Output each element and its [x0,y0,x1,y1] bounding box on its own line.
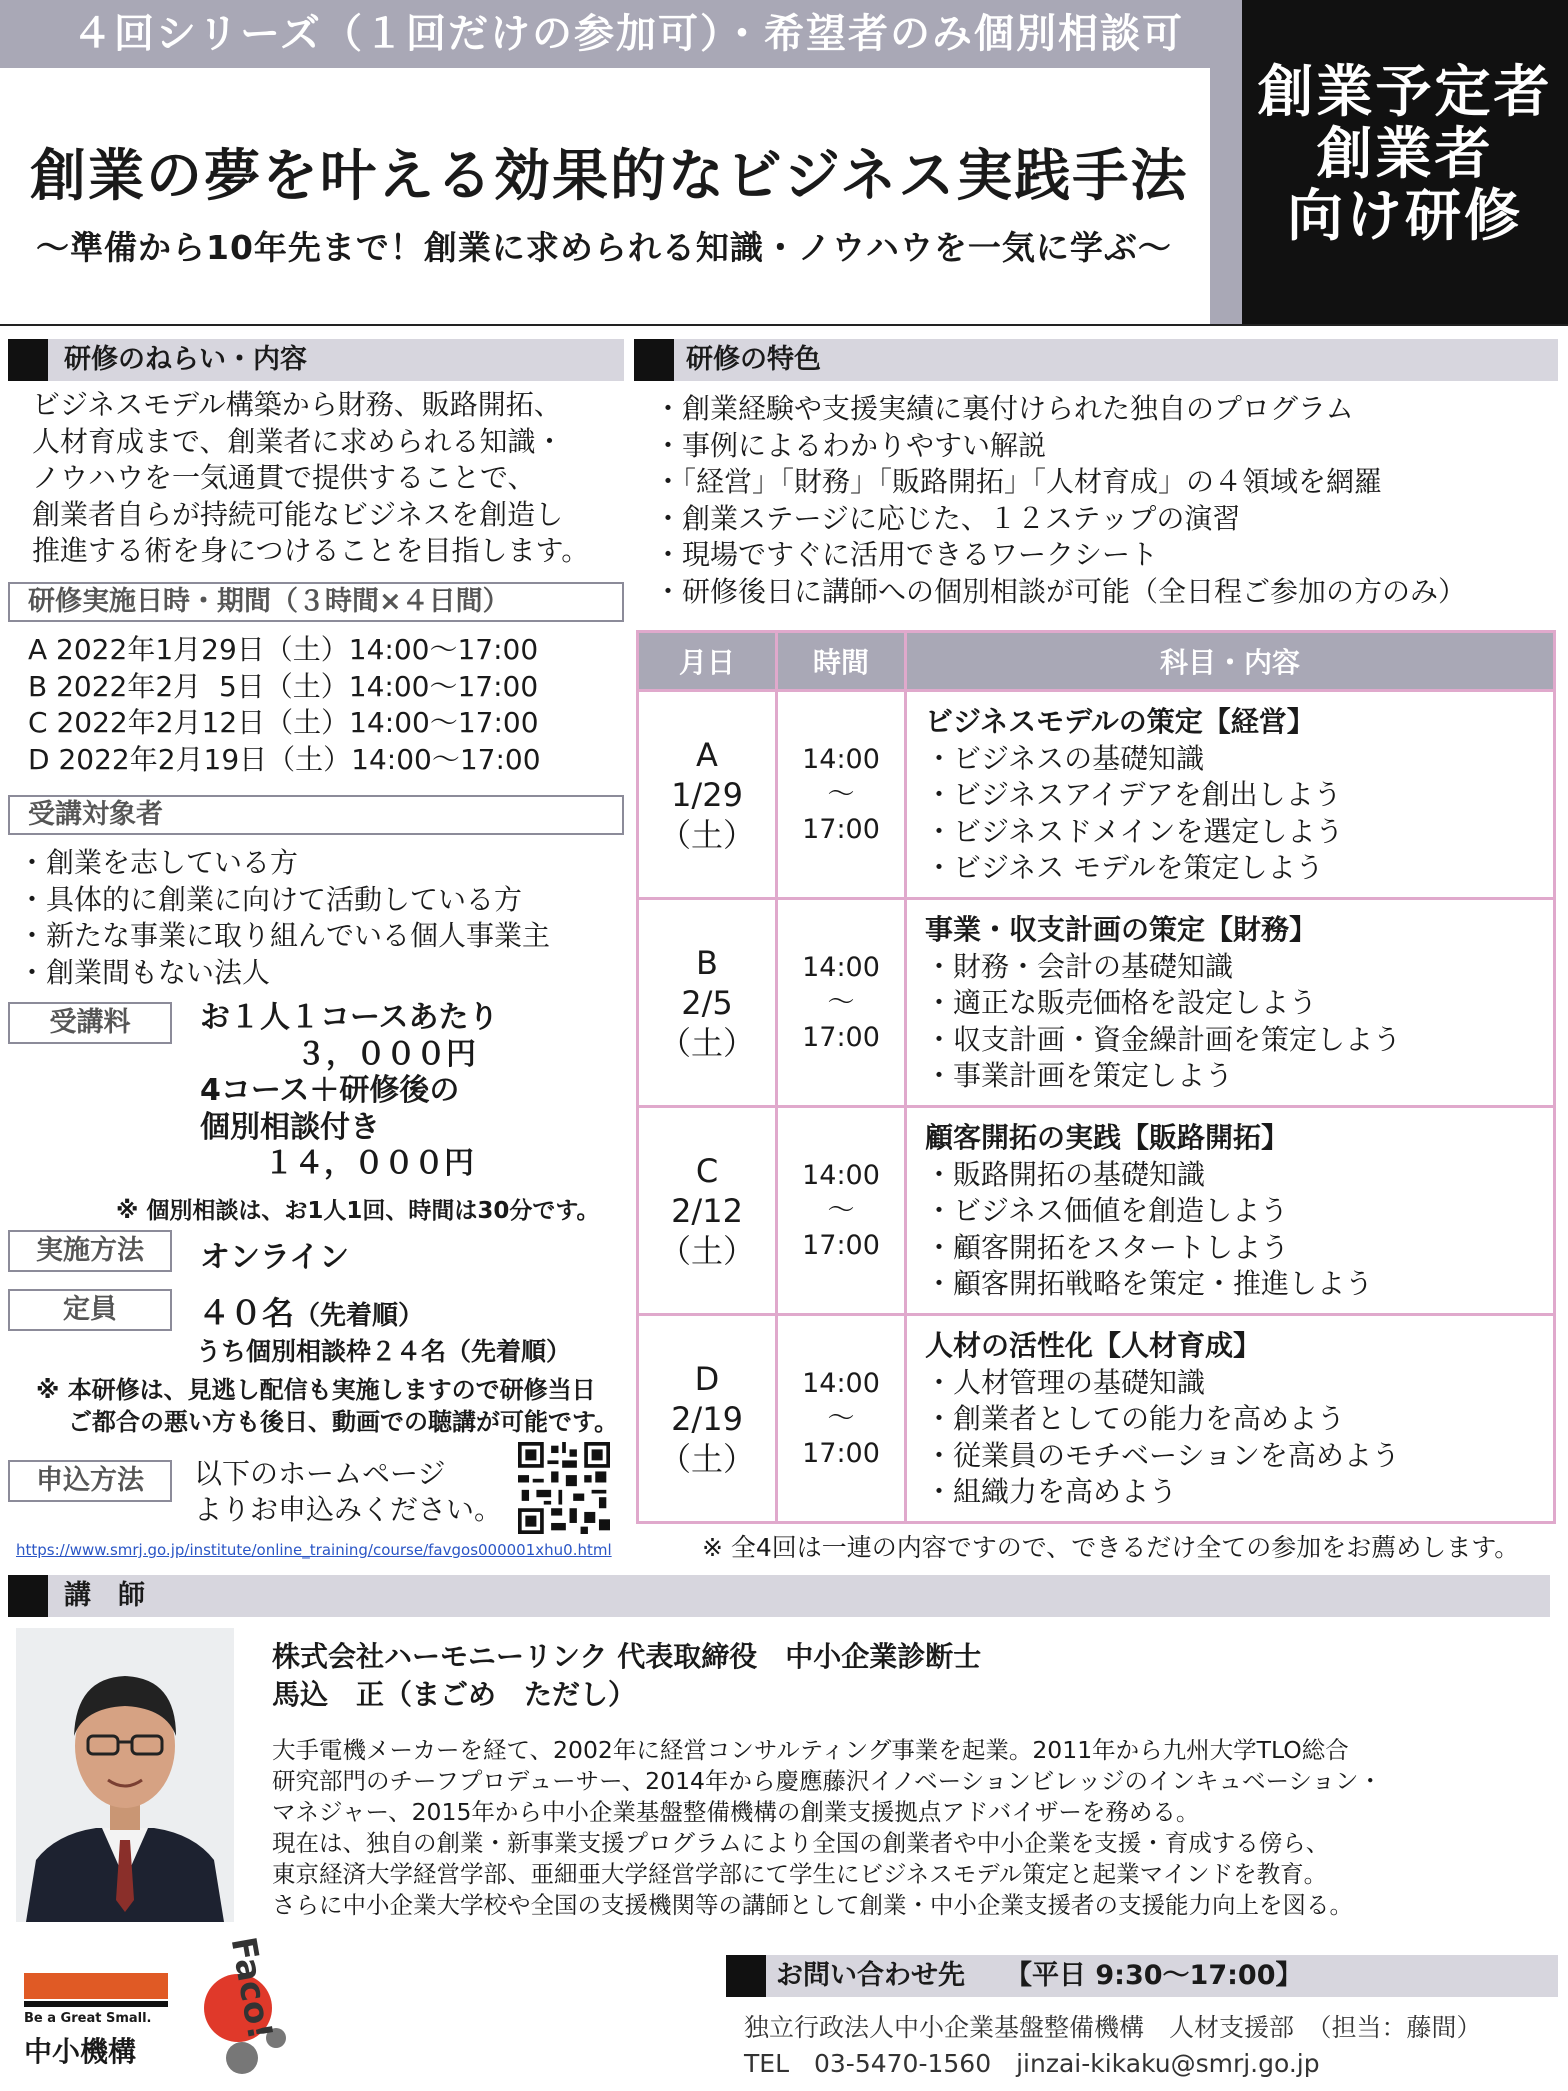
fee-line: 個別相談付き [200,1109,380,1145]
apply-text [194,1456,502,1528]
session-title: ビジネスモデルの策定【経営】 [925,705,1315,739]
aim-line: 人材育成まで、創業者に求められる知識・ [32,424,564,458]
session-item: ・事業計画を策定しよう [925,1059,1234,1093]
time-sep: ～ [827,987,855,1018]
date-line: D 2022年2月19日（土）14:00～17:00 [28,742,541,776]
session-item: ・ビジネスドメインを選定しよう [925,814,1344,848]
session-title: 人材の活性化【人材育成】 [925,1329,1262,1363]
badge-line: 創業者 [1316,122,1494,187]
session-code: B [696,943,718,982]
instructor-identity [272,1638,981,1714]
instructor-section-header [8,1575,1550,1617]
contact-title: お問い合わせ先 [776,1960,965,1991]
time-start: 14:00 [802,1368,880,1399]
badge-line: 創業予定者 [1257,60,1553,125]
feature-line: ・創業ステージに応じた、１２ステップの演習 [654,501,1241,535]
session-code: A [696,735,718,774]
bio-line: 東京経済大学経営学部、亜細亜大学経営学部にて学生にビジネスモデル策定と起業マインドを教育。 [272,1860,1328,1888]
instructor-name: 馬込 正（まごめ ただし） [272,1678,637,1711]
session-date [638,691,777,899]
session-weekday: （土） [658,815,755,854]
divider [0,324,1568,326]
contact-hours: 【平日 9:30～17:00】 [1005,1960,1303,1991]
session-date [638,899,777,1107]
session-item: ・収支計画・資金繰計画を策定しよう [925,1022,1402,1056]
session-title: 事業・収支計画の策定【財務】 [925,913,1318,947]
bio-line: 大手電機メーカーを経て、2002年に経営コンサルティング事業を起業。2011年から九州大学TLO総合 [272,1736,1349,1764]
bio-line: 現在は、独自の創業・新事業支援プログラムにより全国の創業者や中小企業を支援・育成する傍ら、 [272,1829,1330,1857]
time-sep: ～ [827,779,855,810]
session-item: ・ビジネスアイデアを創出しよう [925,778,1342,812]
session-item: ・ビジネスの基礎知識 [925,741,1205,775]
session-item: ・組織力を高めよう [925,1475,1178,1509]
session-item: ・財務・会計の基礎知識 [925,949,1234,983]
session-time [777,691,906,899]
session-item: ・人材管理の基礎知識 [925,1365,1206,1399]
contact-details [744,2010,1482,2082]
smrj-logo-bar [24,1973,168,1999]
dates-header: 研修実施日時・期間（３時間×４日間） [8,582,624,622]
heading-marker [8,1575,48,1617]
capacity-note: （先着順） [294,1301,425,1331]
date-line: A 2022年1月29日（土）14:00～17:00 [28,633,539,666]
session-content [906,1107,1555,1315]
instructor-heading: 講 師 [64,1580,145,1611]
bio-line: 研究部門のチーフプロデューサー、2014年から慶應藤沢イノベーションビレッジのインキュベーション・ [272,1767,1383,1795]
time-sep: ～ [827,1195,855,1226]
target-header: 受講対象者 [8,795,624,835]
table-row [638,1107,1555,1315]
session-item: ・創業者としての能力を高めよう [925,1402,1346,1436]
session-time [777,1315,906,1523]
faco-logo-text: Faco! [222,1934,280,2043]
feature-line: ・創業経験や支援実績に裏付けられた独自のプログラム [654,392,1354,425]
apply-label: 申込方法 [8,1460,172,1502]
faco-logo [200,1930,310,2080]
fee-line: お１人１コースあたり [200,1000,499,1035]
instructor-affiliation: 株式会社ハーモニーリンク 代表取締役 中小企業診断士 [272,1640,982,1673]
target-line: ・創業間もない法人 [18,955,271,989]
date-line: C 2022年2月12日（土）14:00～17:00 [28,706,539,739]
session-weekday: （土） [658,1023,755,1062]
contact-tel: TEL 03-5470-1560 jinzai-kikaku@smrj.go.jp [744,2049,1320,2078]
session-code: C [695,1151,719,1190]
heading-marker [726,1955,766,1997]
aim-line: 創業者自らが持続可能なビジネスを創造し [32,497,564,531]
aim-line: 推進する術を身につけることを目指します。 [32,534,590,567]
fee-line: 4コース＋研修後の [200,1073,460,1108]
feature-line: ・「経営」「財務」「販路開拓」「人材育成」の４領域を網羅 [654,465,1383,498]
features-list [654,391,1558,610]
schedule-header-row [638,632,1555,691]
capacity-notes [36,1374,618,1438]
qr-code[interactable] [518,1442,610,1534]
date-line: B 2022年2月 5日（土）14:00～17:00 [28,669,539,703]
series-banner: ４回シリーズ（１回だけの参加可）・希望者のみ個別相談可 [0,0,1210,68]
instructor-photo [16,1628,234,1922]
method-label: 実施方法 [8,1230,172,1272]
contact-heading [776,1955,1303,1997]
apply-line: 以下のホームページ [194,1457,446,1490]
aim-line: ビジネスモデル構築から財務、販路開拓、 [32,388,562,421]
fee-note: ※ 個別相談は、お1人1回、時間は30分です。 [116,1198,600,1224]
features-section-header [634,339,1558,381]
table-row [638,1315,1555,1523]
session-item: ・適正な販売価格を設定しよう [925,986,1318,1020]
bio-line: マネジャー、2015年から中小企業基盤整備機構の創業支援拠点アドバイザーを務める。 [272,1798,1200,1826]
heading-marker [634,339,674,381]
apply-url-link[interactable]: https://www.smrj.go.jp/institute/online_training/course/favgos000001xhu0.html [16,1541,612,1559]
fee-label: 受講料 [8,1002,172,1044]
session-item: ・販路開拓の基礎知識 [925,1157,1206,1191]
feature-line: ・現場ですぐに活用できるワークシート [654,538,1159,571]
session-day: 2/19 [671,1399,743,1438]
session-item: ・従業員のモチベーションを高めよう [925,1438,1400,1472]
time-sep: ～ [827,1403,855,1434]
aim-text [32,387,632,570]
table-row [638,899,1555,1107]
session-day: 2/5 [681,983,733,1022]
feature-line: ・研修後日に講師への個別相談が可能（全日程ご参加の方のみ） [654,574,1467,608]
bio-line: さらに中小企業大学校や全国の支援機関等の講師として創業・中小企業支援者の支援能力向上を図る。 [272,1891,1353,1919]
time-start: 14:00 [802,952,880,983]
target-line: ・創業を志している方 [18,846,299,879]
session-time [777,899,906,1107]
capacity-value [198,1288,424,1334]
audience-badge [1242,0,1568,326]
page-title: 創業の夢を叶える効果的なビジネス実践手法 [30,144,1189,209]
session-day: 1/29 [671,775,743,814]
fee-details [200,1000,499,1183]
session-code: D [694,1359,720,1398]
aim-section-header [8,339,624,381]
fee-price: ３，０００円 [296,1036,476,1072]
time-start: 14:00 [802,744,880,775]
header-content: 科目・内容 [906,632,1555,691]
schedule-table [636,630,1556,1524]
heading-marker [8,339,48,381]
capacity-number: ４０名 [198,1294,295,1332]
feature-line: ・事例によるわかりやすい解説 [654,428,1047,462]
dates-list [28,632,628,778]
method-value: オンライン [200,1240,350,1275]
target-line: ・新たな事業に取り組んでいる個人事業主 [18,919,551,952]
session-content [906,899,1555,1107]
contact-org: 独立行政法人中小企業基盤整備機構 人材支援部 （担当：藤間） [744,2013,1482,2042]
smrj-logo-underline [24,2001,168,2007]
session-date [638,1107,777,1315]
session-item: ・ビジネス モデルを策定しよう [925,851,1324,885]
capacity-sub: うち個別相談枠２４名（先着順） [196,1337,572,1366]
target-line: ・具体的に創業に向けて活動している方 [18,882,523,916]
session-day: 2/12 [671,1191,743,1230]
time-end: 17:00 [802,1438,880,1469]
time-end: 17:00 [802,1022,880,1053]
session-content [906,1315,1555,1523]
session-title: 顧客開拓の実践【販路開拓】 [925,1121,1290,1155]
capacity-note-line: ご都合の悪い方も後日、動画での聴講が可能です。 [68,1408,619,1436]
capacity-note-line: ※ 本研修は、見逃し配信も実施しますので研修当日 [36,1376,596,1404]
portrait-illustration [16,1628,234,1922]
session-date [638,1315,777,1523]
apply-line: よりお申込みください。 [194,1493,503,1526]
badge-accent [1210,0,1242,326]
fee-price: １４，０００円 [264,1146,474,1181]
aim-line: ノウハウを一気通貫で提供することで、 [32,461,536,494]
time-start: 14:00 [802,1160,880,1191]
session-item: ・顧客開拓をスタートしよう [925,1230,1290,1264]
features-heading: 研修の特色 [686,344,821,375]
time-end: 17:00 [802,1230,880,1261]
session-weekday: （土） [658,1231,755,1270]
header-date: 月日 [638,632,777,691]
time-end: 17:00 [802,814,880,845]
session-time [777,1107,906,1315]
instructor-bio [272,1735,1562,1921]
session-weekday: （土） [658,1439,755,1478]
smrj-logo-text: 中小機構 [24,2035,137,2068]
aim-heading: 研修のねらい・内容 [64,344,307,375]
smrj-tagline: Be a Great Small. [24,2011,152,2026]
contact-section-header [726,1955,1558,1997]
header-time: 時間 [777,632,906,691]
target-list [18,845,618,991]
capacity-label: 定員 [8,1289,172,1331]
page-subtitle: ～準備から10年先まで！創業に求められる知識・ノウハウを一気に学ぶ～ [36,228,1172,267]
session-item: ・ビジネス価値を創造しよう [925,1194,1289,1228]
schedule-note: ※ 全4回は一連の内容ですので、できるだけ全ての参加をお薦めします。 [702,1533,1520,1562]
session-item: ・顧客開拓戦略を策定・推進しよう [925,1267,1374,1301]
session-content [906,691,1555,899]
table-row [638,691,1555,899]
badge-line: 向け研修 [1287,184,1523,249]
